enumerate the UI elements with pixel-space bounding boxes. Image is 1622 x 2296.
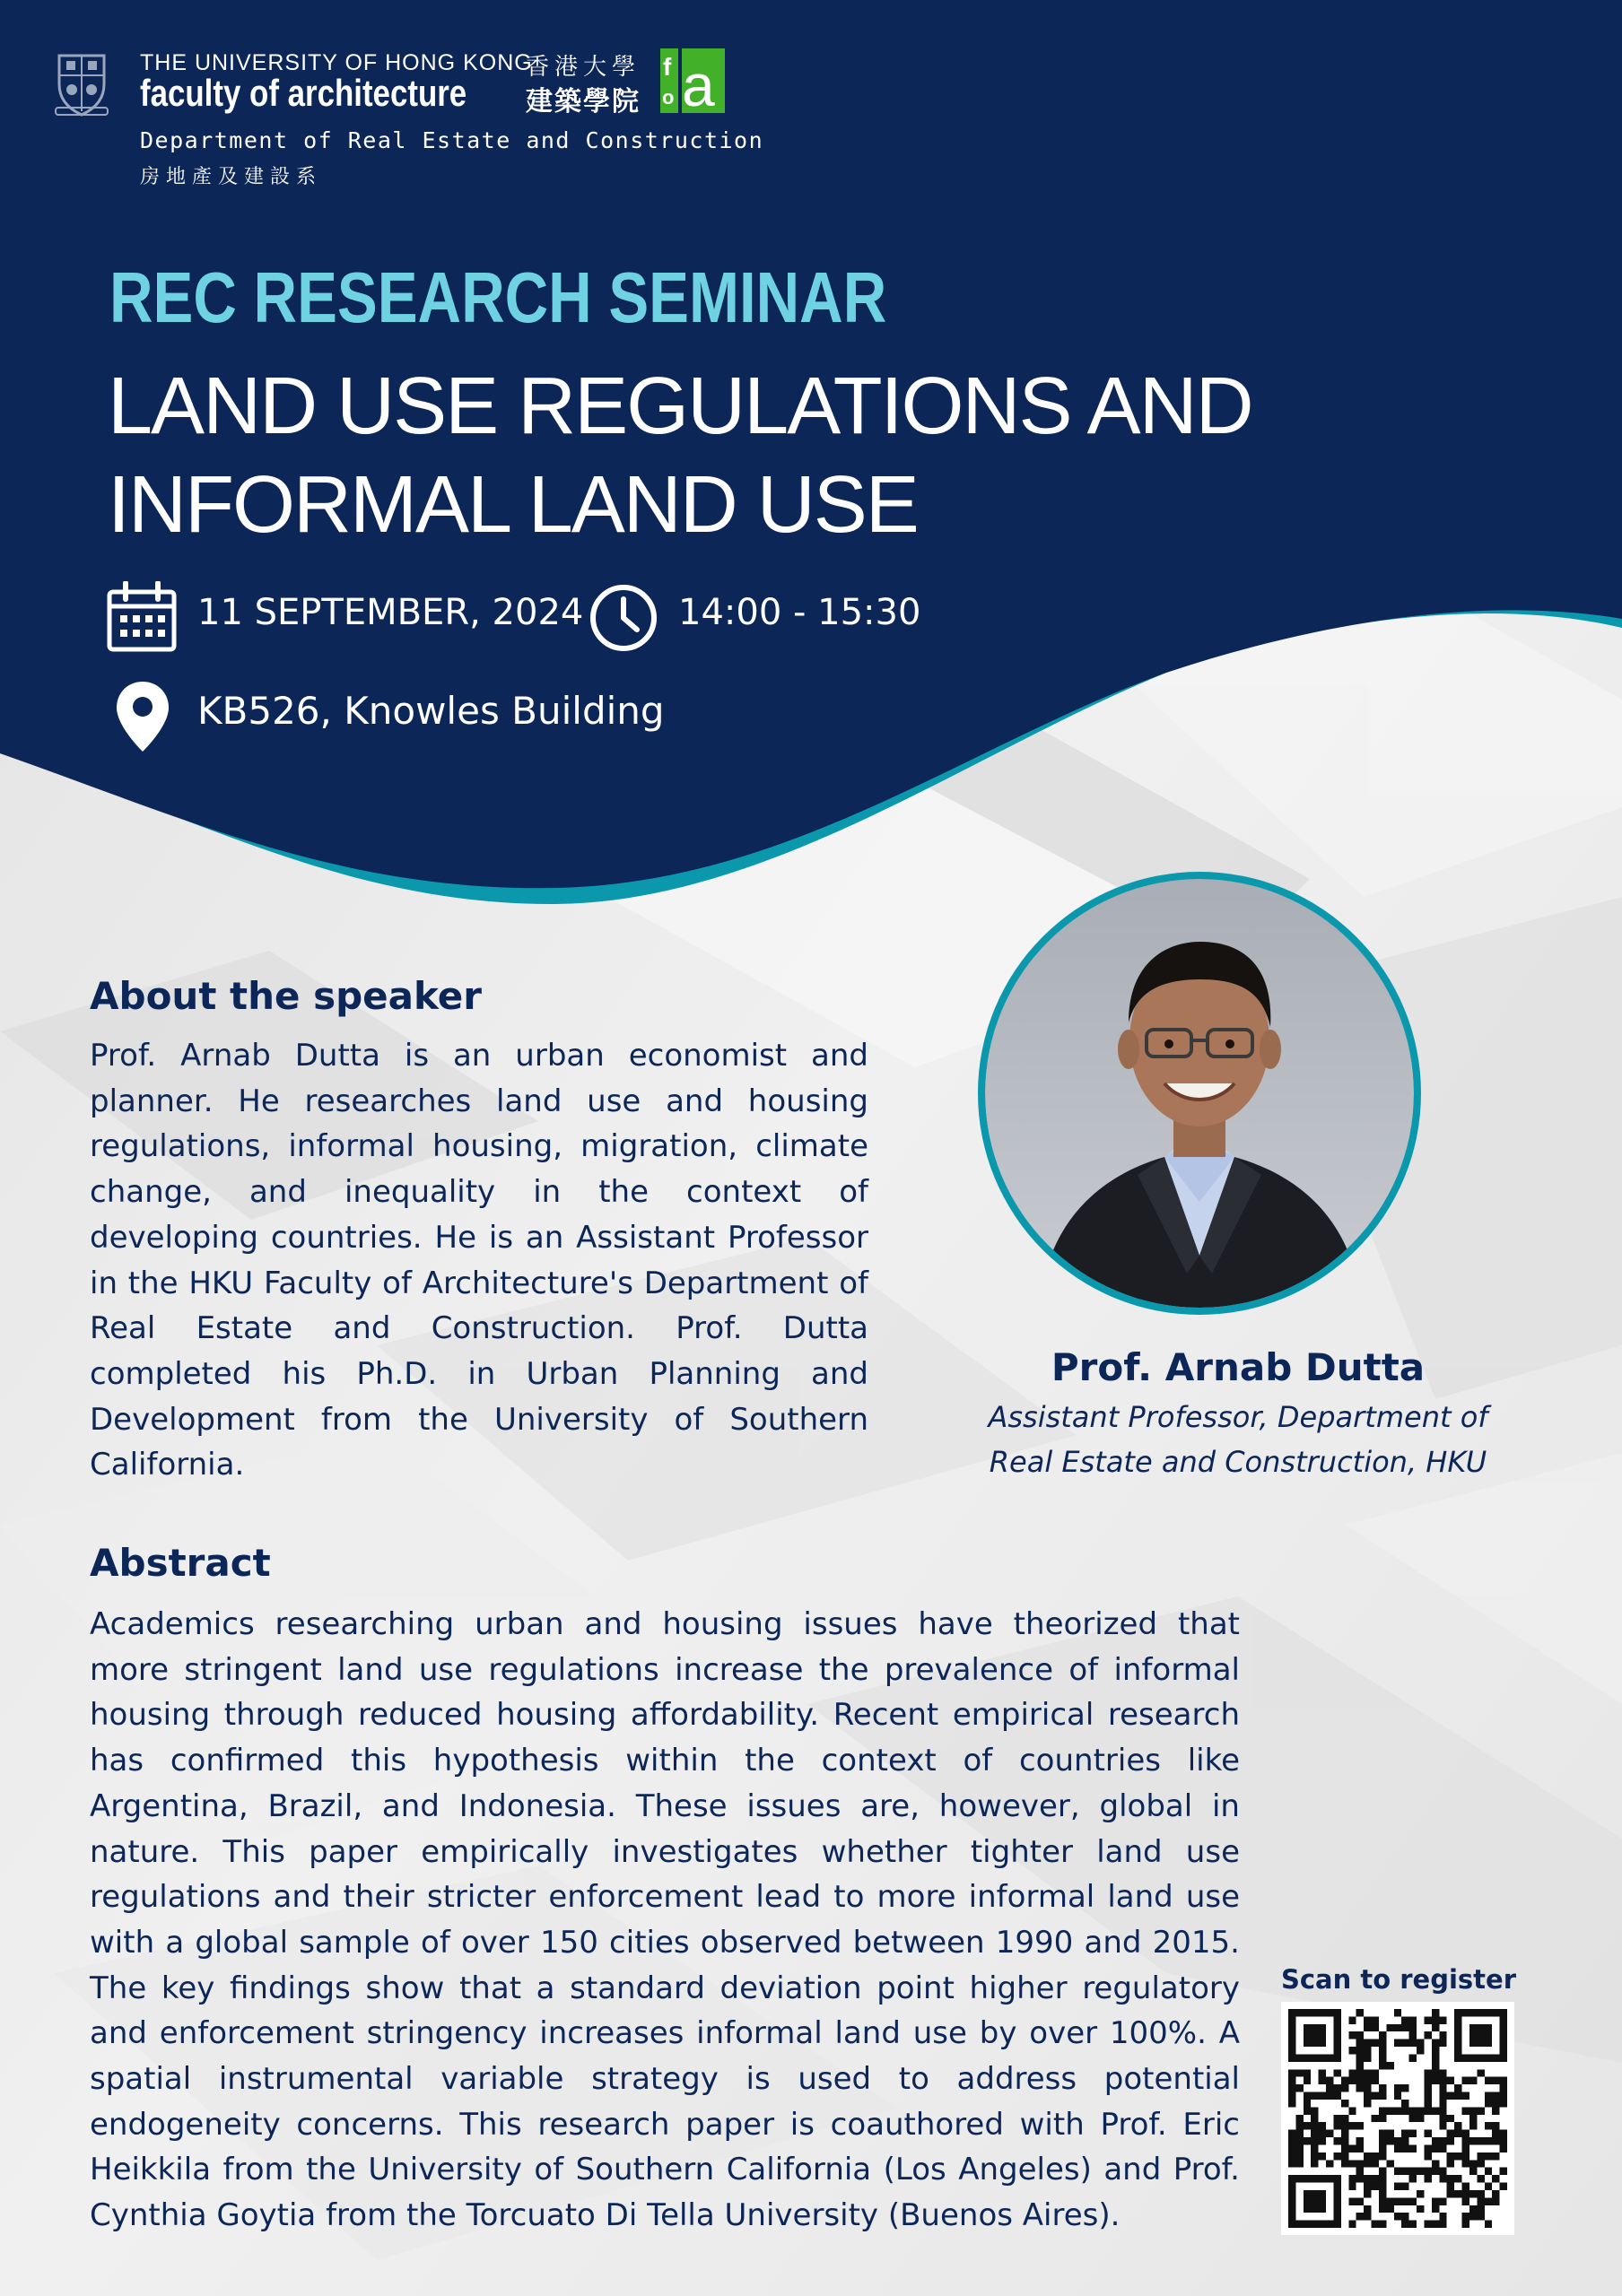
department-name-en: Department of Real Estate and Construction	[140, 127, 764, 153]
calendar-icon	[106, 581, 178, 653]
about-speaker-text: Prof. Arnab Dutta is an urban economist and planner. He researches land use and housing regulations, informal housing, migration, climate change, and inequality in the context of developing countries. He is an Assistant Professor in the HKU Faculty of Architecture's Department of Real Estate and Construction. Prof. Dutta completed his Ph.D. in Urban Planning and Development from the University of Southern California.	[90, 1038, 868, 1483]
faculty-name-zh: 建築學院	[526, 86, 641, 117]
svg-text:a: a	[682, 52, 715, 113]
university-name-en: THE UNIVERSITY OF HONG KONG	[140, 50, 533, 75]
fa-logo-icon	[660, 48, 725, 113]
seminar-title-line-1: LAND USE REGULATIONS AND	[108, 361, 1252, 451]
event-date: 11 SEPTEMBER, 2024	[197, 592, 584, 633]
scan-to-register-label: Scan to register	[1280, 1964, 1517, 1995]
svg-text:f: f	[663, 53, 672, 81]
faculty-name-en: faculty of architecture	[140, 72, 467, 114]
speaker-portrait	[985, 879, 1414, 1308]
department-name-zh: 房地產及建設系	[140, 166, 323, 188]
abstract-text: Academics researching urban and housing issues have theorized that more stringent land use regulations increase the prevalence of informal housing through reduced housing affordability. Recent empirical research has confirmed this hypothesis within the context of countries like Argentina, Brazil, and Indonesia. These issues are, however, global in nature. This paper empirically investigates whether tighter land use regulations and their stricter enforcement lead to more informal land use with a global sample of over 150 cities observed between 1990 and 2015. The key findings show that a standard deviation point higher regulatory and enforcement stringency increases informal land use by over 100%. A spatial instrumental variable strategy is used to address potential endogeneity concerns. This research paper is coauthored with Prof. Eric Heikkila from the University of Southern California (Los Angeles) and Prof. Cynthia Goytia from the Torcuato Di Tella University (Buenos Aires).	[90, 1606, 1240, 2234]
about-speaker-heading: About the speaker	[90, 974, 483, 1018]
event-venue: KB526, Knowles Building	[197, 689, 665, 733]
seminar-title-line-2: INFORMAL LAND USE	[108, 460, 918, 550]
qr-code-icon[interactable]	[1288, 2009, 1507, 2228]
clock-icon	[589, 583, 658, 653]
location-pin-icon	[113, 680, 172, 753]
speaker-name: Prof. Arnab Dutta	[1051, 1345, 1426, 1389]
university-crest-icon	[52, 48, 111, 117]
university-name-zh: 香港大學	[526, 54, 641, 81]
svg-text:o: o	[662, 86, 675, 109]
event-time: 14:00 - 15:30	[678, 592, 921, 633]
speaker-title-line-1: Assistant Professor, Department of	[988, 1400, 1488, 1434]
speaker-title-line-2: Real Estate and Construction, HKU	[989, 1445, 1487, 1479]
seminar-series-label: REC RESEARCH SEMINAR	[109, 257, 887, 337]
abstract-heading: Abstract	[90, 1541, 271, 1585]
